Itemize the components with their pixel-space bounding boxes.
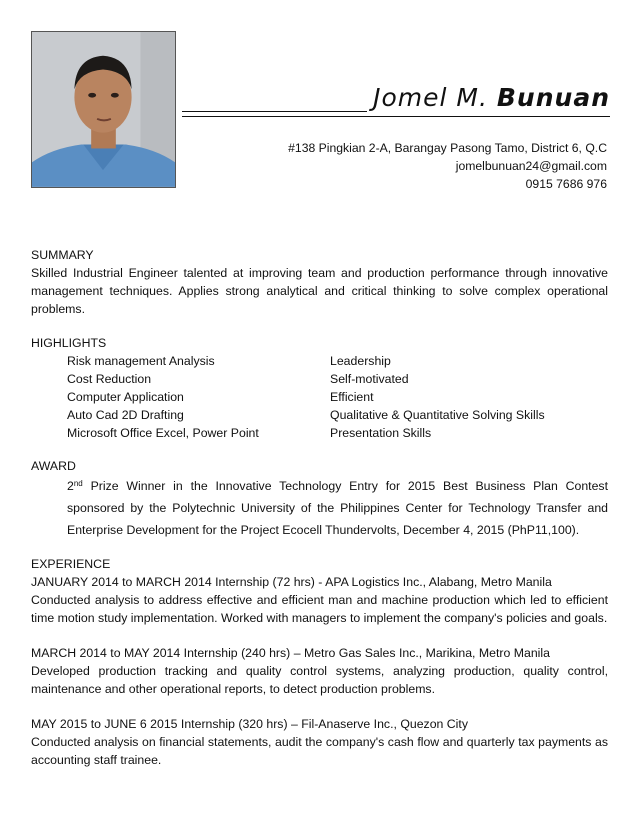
highlights-list: [31, 352, 608, 442]
award-section: [31, 457, 608, 541]
highlight-item: Computer Application: [67, 390, 184, 404]
email: jomelbunuan24@gmail.com: [455, 159, 607, 173]
job-title: JANUARY 2014 to MARCH 2014 Internship (72 hrs) - APA Logistics Inc., Alabang, Metro Manila: [31, 575, 552, 589]
experience-section: [31, 555, 608, 769]
highlight-item: Efficient: [330, 390, 374, 404]
award-text: [31, 475, 608, 541]
job-description: Conducted analysis to address effective and efficient man and machine production which led to efficient time motion study implementation. Worked with managers to implement the company's policies and goals.: [31, 593, 608, 625]
portrait-image: [32, 32, 175, 187]
summary-section: [31, 246, 608, 318]
highlights-heading: HIGHLIGHTS: [31, 336, 107, 350]
award-ordinal-number: 2: [67, 479, 74, 493]
experience-heading: EXPERIENCE: [31, 557, 111, 571]
summary-heading: SUMMARY: [31, 248, 94, 262]
highlight-item: Presentation Skills: [330, 426, 432, 440]
profile-photo: [31, 31, 176, 188]
highlight-item: Leadership: [330, 354, 391, 368]
job-description: Developed production tracking and quality control systems, analyzing production, quality control, maintenance and other operational reports, to detect production problems.: [31, 664, 608, 696]
highlight-item: Qualitative & Quantitative Solving Skills: [330, 408, 545, 422]
award-ordinal-suffix: nd: [73, 479, 83, 488]
job-description: Conducted analysis on financial statements, audit the company's cash flow and quarterly tax payments as accounting staff trainee.: [31, 735, 608, 767]
highlight-item: Auto Cad 2D Drafting: [67, 408, 184, 422]
job-entry: [31, 715, 608, 769]
award-description: Prize Winner in the Innovative Technology Entry for 2015 Best Business Plan Contest sponsored by the Polytechnic University of the Philippines Center for Technology Transfer and Enterprise Development for the Project Ecocell Thundervolts, December 4, 2015 (PhP11,100).: [67, 479, 608, 537]
job-entry: [31, 644, 608, 698]
highlight-item: Self-motivated: [330, 372, 409, 386]
award-heading: AWARD: [31, 459, 76, 473]
contact-block: [288, 139, 607, 193]
highlight-item: Cost Reduction: [67, 372, 152, 386]
job-title: MARCH 2014 to MAY 2014 Internship (240 hrs) – Metro Gas Sales Inc., Marikina, Metro Manila: [31, 646, 550, 660]
summary-text: Skilled Industrial Engineer talented at improving team and production performance through innovative management techniques. Applies strong analytical and critical thinking to solve complex operational problems.: [31, 266, 608, 316]
job-title: MAY 2015 to JUNE 6 2015 Internship (320 hrs) – Fil-Anaserve Inc., Quezon City: [31, 717, 468, 731]
highlights-section: [31, 334, 608, 442]
candidate-name: [367, 83, 610, 113]
address: #138 Pingkian 2-A, Barangay Pasong Tamo, District 6, Q.C: [288, 141, 607, 155]
phone: 0915 7686 976: [525, 177, 607, 191]
job-entry: [31, 573, 608, 627]
last-name: Bunuan: [496, 83, 610, 112]
highlight-item: Microsoft Office Excel, Power Point: [67, 426, 259, 440]
highlight-item: Risk management Analysis: [67, 354, 215, 368]
first-name: Jomel M.: [373, 83, 488, 112]
